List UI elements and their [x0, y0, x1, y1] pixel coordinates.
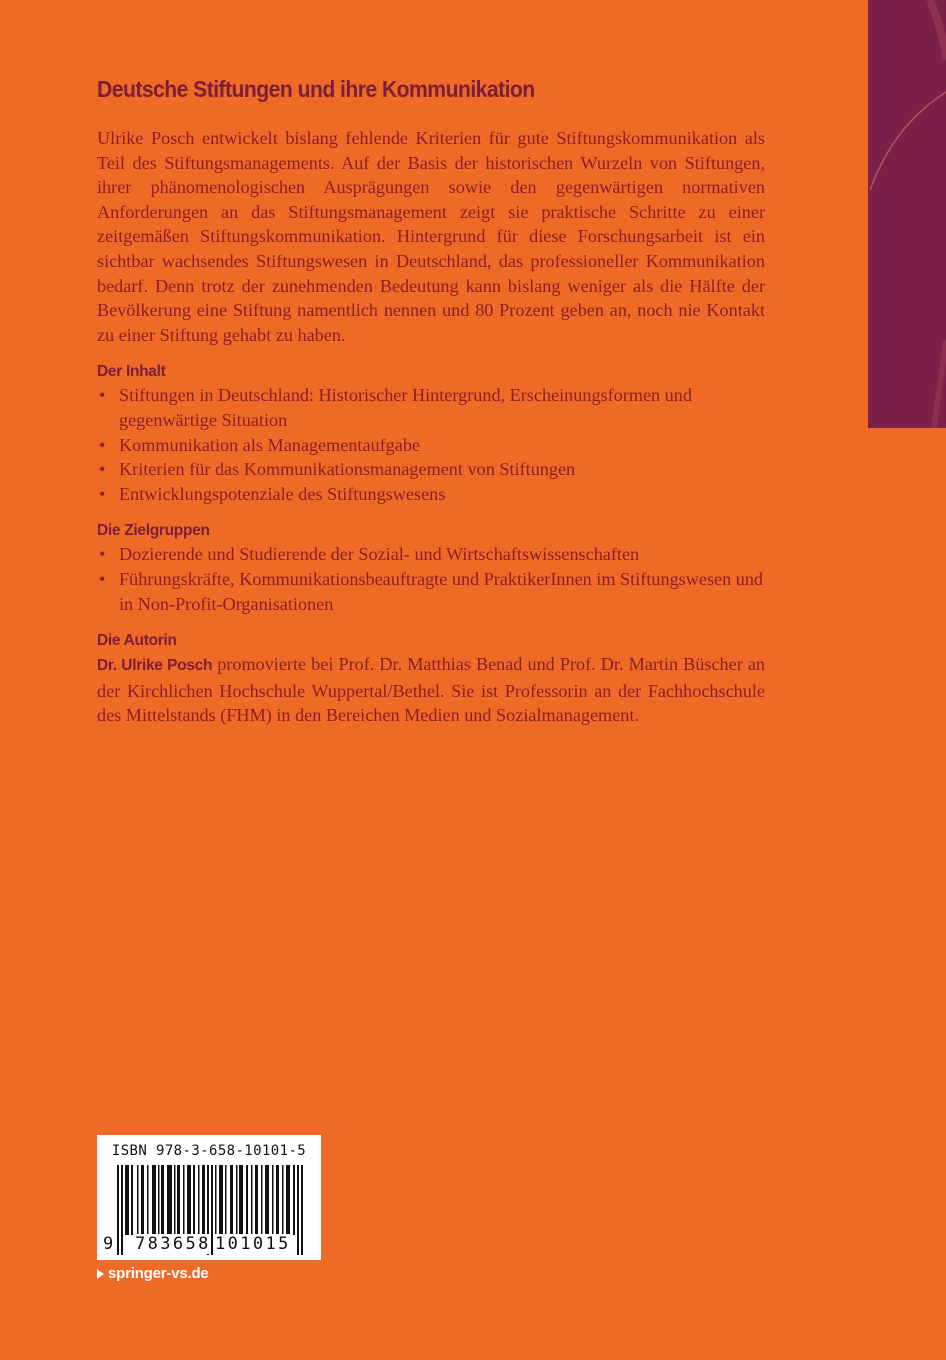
- list-item: • Dozierende und Studierende der Sozial- und Wirtschaftswissenschaften: [97, 542, 765, 567]
- publisher-url: springer-vs.de: [108, 1265, 209, 1282]
- book-title: Deutsche Stiftungen und ihre Kommunikation: [97, 76, 535, 102]
- author-name: Dr. Ulrike Posch: [97, 657, 213, 675]
- audience-list: [97, 542, 765, 616]
- decorative-accent-strip: [868, 0, 946, 428]
- audience-heading: Die Zielgruppen: [97, 522, 210, 540]
- triangle-right-icon: [97, 1269, 104, 1279]
- publisher-website-link[interactable]: [97, 1265, 209, 1282]
- author-heading: Die Autorin: [97, 632, 177, 650]
- list-item: • Kriterien für das Kommunikationsmanagement von Stiftungen: [97, 457, 765, 482]
- isbn-label: ISBN 978-3-658-10101-5: [111, 1143, 307, 1159]
- back-cover-content: [97, 72, 765, 728]
- bullet-icon: •: [99, 459, 106, 480]
- decorative-curves-icon: [868, 0, 946, 428]
- bullet-icon: •: [99, 434, 106, 455]
- list-item: • Stiftungen in Deutschland: Historischer Hintergrund, Erscheinungsformen und gegenwärtige Situation: [99, 385, 692, 430]
- list-item: • Kommunikation als Managementaufgabe: [97, 433, 765, 458]
- intro-paragraph: Ulrike Posch entwickelt bislang fehlende Kriterien für gute Stiftungskommunikation als Teil des Stiftungsmanagements. Auf der Basis der historischen Wurzeln von Stiftungen, ihrer phänomenologischen Ausprägungen sowie den gegenwärtigen normativen Anforderungen an das Stiftungsmanagement zeigt sie praktische Schritte zu einer zeitgemäßen Stiftungskommunikation. Hintergrund für diese Forschungsarbeit ist ein sichtbar wachsendes Stiftungswesen in Deutschland, das professioneller Kommunikation bedarf. Denn trotz der zunehmenden Bedeutung kann bislang weniger als die Hälfte der Bevölkerung eine Stiftung namentlich nennen und 80 Prozent geben an, noch nie Kontakt zu einer Stiftung gehabt zu haben.: [97, 128, 765, 345]
- contents-heading: Der Inhalt: [97, 363, 166, 381]
- bullet-icon: •: [99, 385, 106, 406]
- bullet-icon: •: [99, 568, 106, 589]
- author-bio: [97, 652, 765, 728]
- bullet-icon: •: [99, 544, 106, 565]
- isbn-barcode: [97, 1135, 321, 1260]
- list-item: • Führungskräfte, Kommunikationsbeauftragte und PraktikerInnen im Stiftungswesen und in Non-Profit-Organisationen: [99, 568, 764, 614]
- barcode-digits: 9 783658 101015: [103, 1234, 291, 1254]
- list-item: • Entwicklungspotenziale des Stiftungswesens: [97, 482, 765, 507]
- bullet-icon: •: [99, 483, 106, 504]
- contents-list: [97, 383, 765, 506]
- author-bio-text: promovierte bei Prof. Dr. Matthias Benad und Prof. Dr. Martin Büscher an der Kirchlichen Hochschule Wuppertal/Bethel. Sie ist Professorin an der Fachhochschule des Mittelstands (FHM) in den Bereichen Medien und Sozialmanagement.: [97, 654, 765, 726]
